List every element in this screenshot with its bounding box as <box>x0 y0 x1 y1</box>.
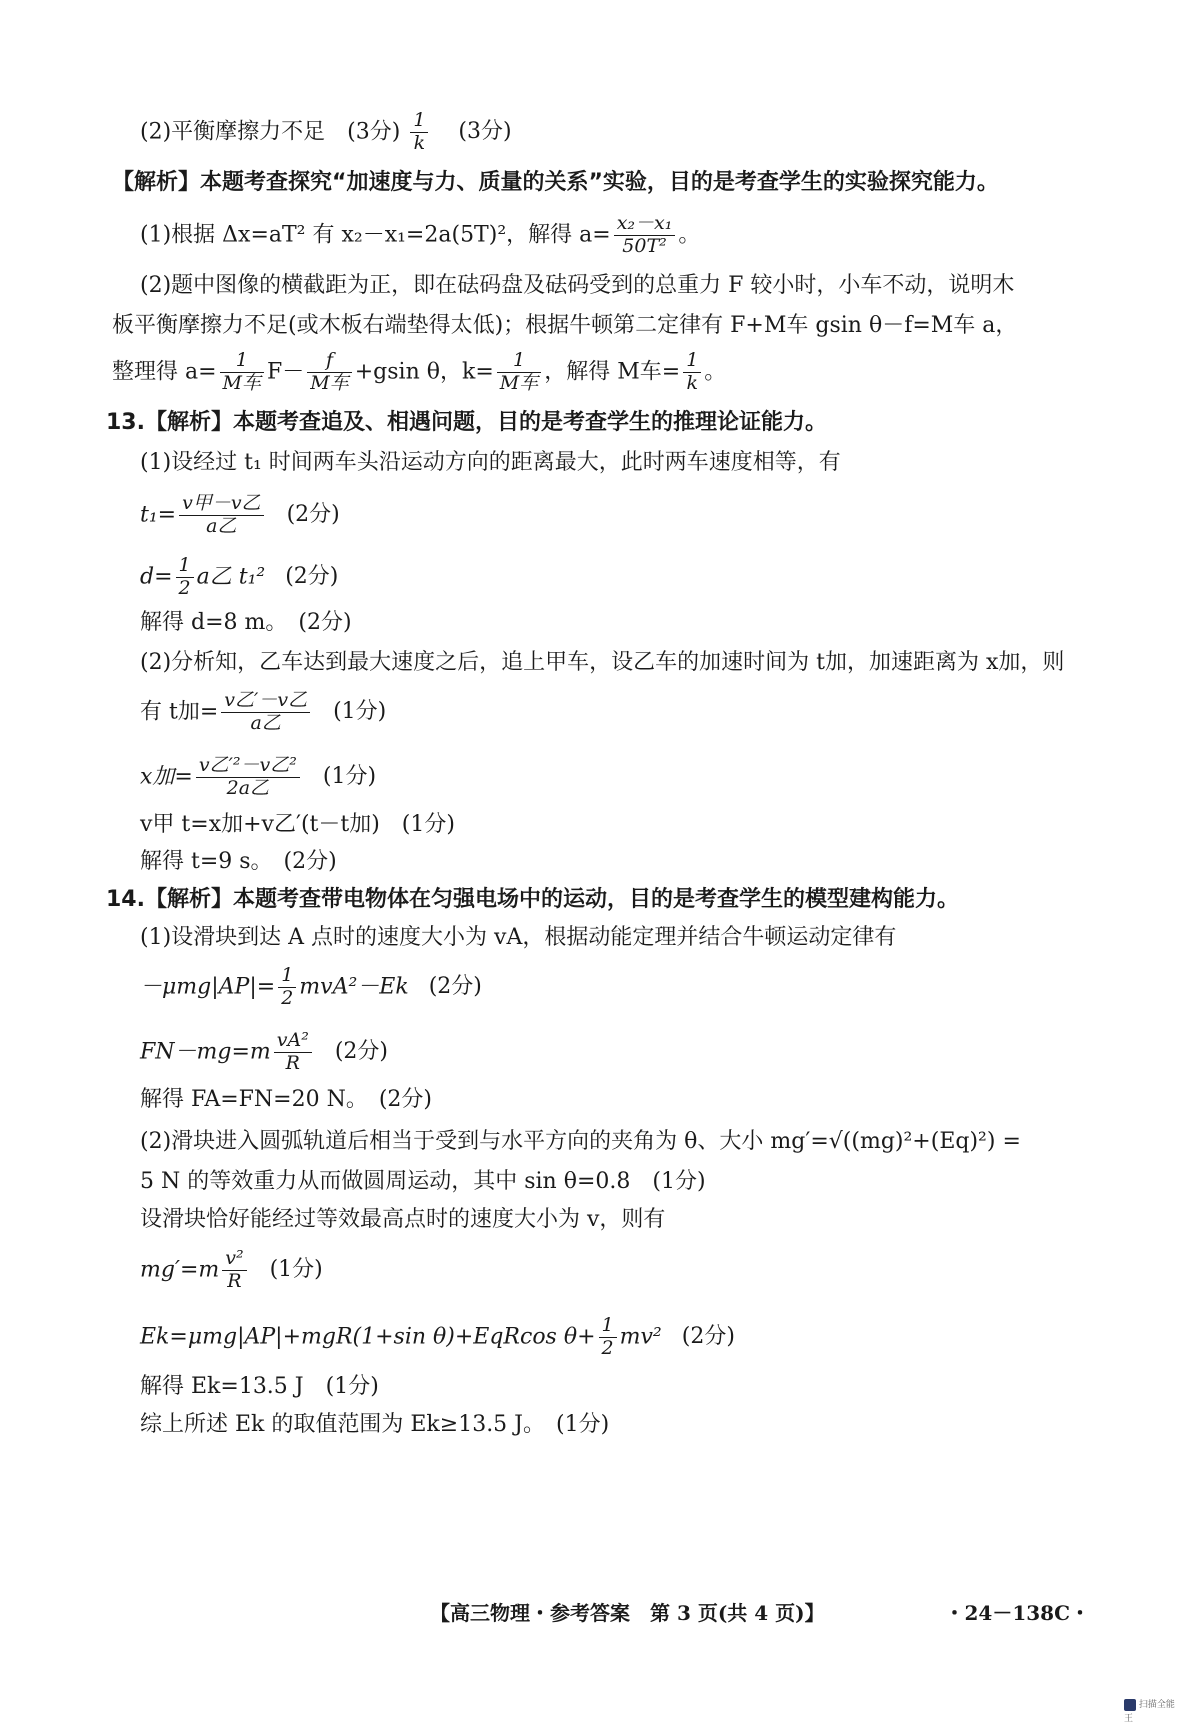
fraction: $\frac{f}{\text{M车}}$ <box>307 350 351 395</box>
fraction: $\frac{\text{v²}}{R}$ <box>222 1248 246 1293</box>
q13-eq2: d= $\frac{1}{2}$ a乙 t₁² (2分) <box>140 554 339 599</box>
q14-eq5: Ek=μmg|AP|+mgR(1+sin θ)+EqRcos θ+ $\frac{1}{2}$ mv² (2分) <box>140 1314 735 1359</box>
fraction: $\frac{\text{v甲－v乙}}{\text{a乙}}$ <box>179 493 263 538</box>
answer-12-2 <box>140 110 1102 155</box>
q13-eq5: x加= $\frac{\text{v乙′²－v乙²}}{\text{2a乙}}$ (1分) <box>140 754 377 799</box>
fraction: $\frac{\text{v乙′－v乙}}{\text{a乙}}$ <box>221 690 310 735</box>
analysis-2-line1: (2)题中图像的横截距为正，即在砝码盘及砝码受到的总重力 F 较小时，小车不动，说明木 <box>140 273 1015 298</box>
q13-eq6: v甲 t=x加+v乙′(t－t加) (1分) <box>140 812 455 837</box>
fraction: $\frac{1}{2}$ <box>278 965 296 1010</box>
q14-2-line1: (2)滑块进入圆弧轨道后相当于受到与水平方向的夹角为 θ、大小 mg′=√((mg)²+(Eq)²) = <box>140 1129 1021 1154</box>
q13-eq1: t₁= $\frac{\text{v甲－v乙}}{\text{a乙}}$ (2分) <box>140 492 340 537</box>
fraction: $\frac{\text{v乙′²－v乙²}}{\text{2a乙}}$ <box>196 755 300 800</box>
scanner-watermark: 扫描全能王 <box>1124 1700 1175 1724</box>
q14-eq3: 解得 FA=FN=20 N。 (2分) <box>140 1087 433 1112</box>
fraction: $\frac{1}{k}$ <box>410 110 428 155</box>
q14-eq2: FN－mg=m $\frac{\text{vA²}}{R}$ (2分) <box>140 1029 389 1074</box>
fraction: $\frac{1}{\text{M车}}$ <box>220 350 264 395</box>
q14-heading: 14.【解析】本题考查带电物体在匀强电场中的运动，目的是考查学生的模型建构能力。 <box>106 887 959 912</box>
analysis-2-line3: 整理得 a= $\frac{1}{\text{M车}}$ F－ $\frac{f}{\text{M车}}$ +gsin θ，k= $\frac{1}{\text{M车}}$ ，解得 M车= $\frac{1}{k}$ 。 <box>112 349 727 394</box>
fraction: $\frac{1}{2}$ <box>599 1315 617 1360</box>
q13-eq3: 解得 d=8 m。 (2分) <box>140 610 352 635</box>
q13-1: (1)设经过 t₁ 时间两车头沿运动方向的距离最大，此时两车速度相等，有 <box>140 450 841 475</box>
analysis-2-line2: 板平衡摩擦力不足(或木板右端垫得太低)；根据牛顿第二定律有 F+M车 gsin θ－f=M车 a， <box>112 313 1018 338</box>
q13-eq4: 有 t加= $\frac{\text{v乙′－v乙}}{\text{a乙}}$ (1分) <box>140 689 387 734</box>
q14-2-line2: 5 N 的等效重力从而做圆周运动，其中 sin θ=0.8 (1分) <box>140 1169 706 1194</box>
q14-eq6: 解得 Ek=13.5 J (1分) <box>140 1374 379 1399</box>
q14-eq7: 综上所述 Ek 的取值范围为 Ek≥13.5 J。 (1分) <box>140 1412 610 1437</box>
q14-eq4: mg′=m $\frac{\text{v²}}{R}$ (1分) <box>140 1247 323 1292</box>
q13-heading: 13.【解析】本题考查追及、相遇问题，目的是考查学生的推理论证能力。 <box>106 410 827 435</box>
analysis-1: (1)根据 Δx=aT² 有 x₂－x₁=2a(5T)²，解得 a= $\frac{\text{x₂－x₁}}{\text{50T²}}$ 。 <box>140 212 701 257</box>
q14-2-line3: 设滑块恰好能经过等效最高点时的速度大小为 v，则有 <box>140 1207 666 1232</box>
page-footer: 【高三物理・参考答案 第 3 页(共 4 页)】 <box>430 1601 825 1625</box>
q14-1: (1)设滑块到达 A 点时的速度大小为 vA，根据动能定理并结合牛顿运动定律有 <box>140 925 897 950</box>
q13-2: (2)分析知，乙车达到最大速度之后，追上甲车，设乙车的加速时间为 t加，加速距离为 x加，则 <box>140 650 1065 675</box>
fraction: $\frac{1}{k}$ <box>683 350 701 395</box>
fraction: $\frac{\text{x₂－x₁}}{\text{50T²}}$ <box>614 213 676 258</box>
q13-eq7: 解得 t=9 s。 (2分) <box>140 849 337 874</box>
score: (3分) <box>458 119 512 145</box>
q14-eq1: －μmg|AP|= $\frac{1}{2}$ mvA²－Ek (2分) <box>140 964 482 1009</box>
fraction: $\frac{1}{\text{M车}}$ <box>497 350 541 395</box>
text: (2)平衡摩擦力不足 (3分) <box>140 119 401 145</box>
fraction: $\frac{\text{vA²}}{R}$ <box>274 1030 312 1075</box>
paper-code: ・24－138C・ <box>944 1601 1090 1625</box>
scanner-logo-icon <box>1124 1699 1136 1711</box>
fraction: $\frac{1}{2}$ <box>176 555 194 600</box>
analysis-heading: 【解析】本题考查探究“加速度与力、质量的关系”实验，目的是考查学生的实验探究能力。 <box>112 170 999 195</box>
